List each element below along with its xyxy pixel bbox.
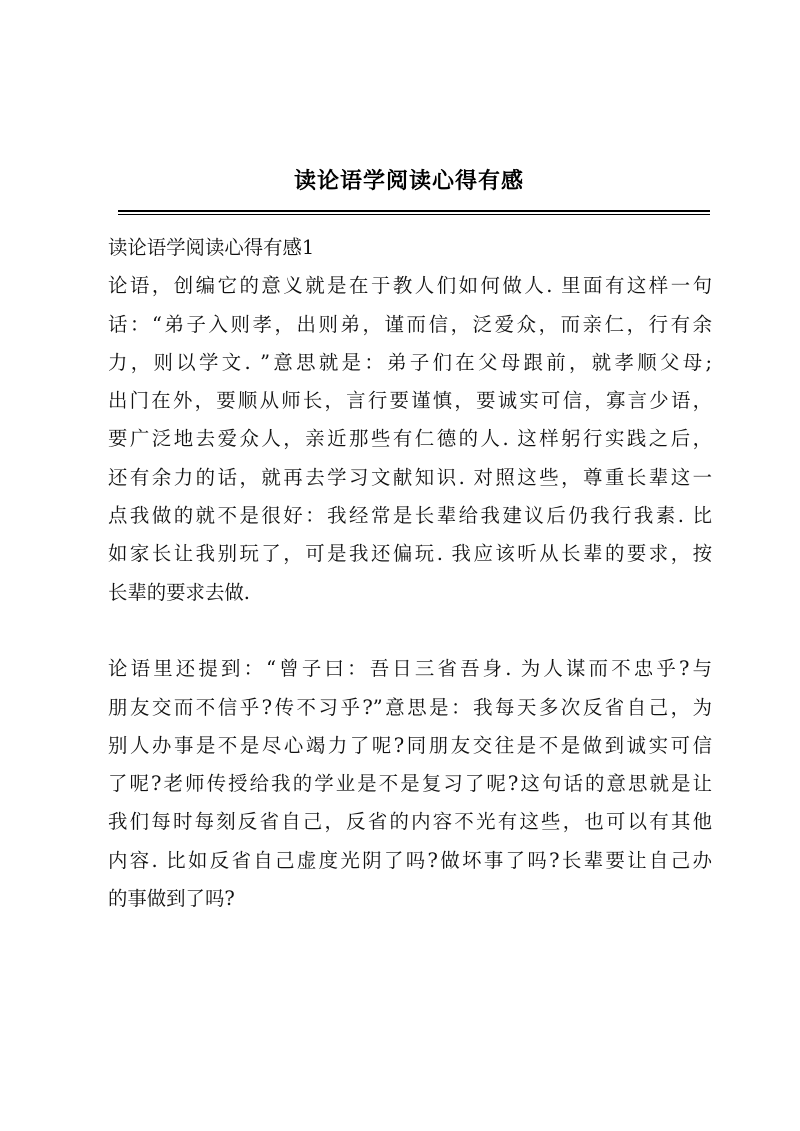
- document-body: [108, 229, 712, 918]
- paragraph-2: [108, 650, 712, 918]
- paragraph-line: 话：“弟子入则孝，出则弟，谨而信，泛爱众，而亲仁，行有余: [108, 312, 712, 336]
- paragraph-line: 出门在外，要顺从师长，言行要谨慎，要诚实可信，寡言少语，: [108, 389, 712, 413]
- document-title: 读论语学阅读心得有感: [293, 168, 524, 194]
- title-divider-thick: [118, 210, 710, 212]
- paragraph-line: 长辈的要求去做.: [108, 580, 250, 604]
- paragraph-1: [108, 267, 712, 612]
- paragraph-line: 我们每时每刻反省自己，反省的内容不光有这些，也可以有其他: [108, 810, 712, 834]
- paragraph-line: 别人办事是不是尽心竭力了呢?同朋友交往是不是做到诚实可信: [108, 733, 712, 757]
- paragraph-line: 内容. 比如反省自己虚度光阴了吗?做坏事了吗?长辈要让自己办: [108, 848, 712, 872]
- paragraph-spacer: [108, 612, 712, 650]
- paragraph-line: 要广泛地去爱众人，亲近那些有仁德的人. 这样躬行实践之后，: [108, 427, 712, 451]
- paragraph-line: 力，则以学文. ”意思就是：弟子们在父母跟前，就孝顺父母;: [108, 350, 712, 374]
- paragraph-line: 还有余力的话，就再去学习文献知识. 对照这些，尊重长辈这一: [108, 465, 712, 489]
- paragraph-line: 点我做的就不是很好：我经常是长辈给我建议后仍我行我素. 比: [108, 504, 712, 528]
- section-heading: 读论语学阅读心得有感1: [108, 236, 315, 259]
- paragraph-line: 论语，创编它的意义就是在于教人们如何做人. 里面有这样一句: [108, 274, 712, 298]
- paragraph-line: 的事做到了吗?: [108, 887, 235, 911]
- paragraph-line: 了呢?老师传授给我的学业是不是复习了呢?这句话的意思就是让: [108, 772, 712, 796]
- paragraph-line: 论语里还提到：“曾子曰：吾日三省吾身. 为人谋而不忠乎?与: [108, 657, 712, 681]
- title-divider-thin: [118, 214, 710, 215]
- paragraph-line: 朋友交而不信乎?传不习乎?”意思是：我每天多次反省自己，为: [108, 695, 712, 719]
- paragraph-line: 如家长让我别玩了，可是我还偏玩. 我应该听从长辈的要求，按: [108, 542, 712, 566]
